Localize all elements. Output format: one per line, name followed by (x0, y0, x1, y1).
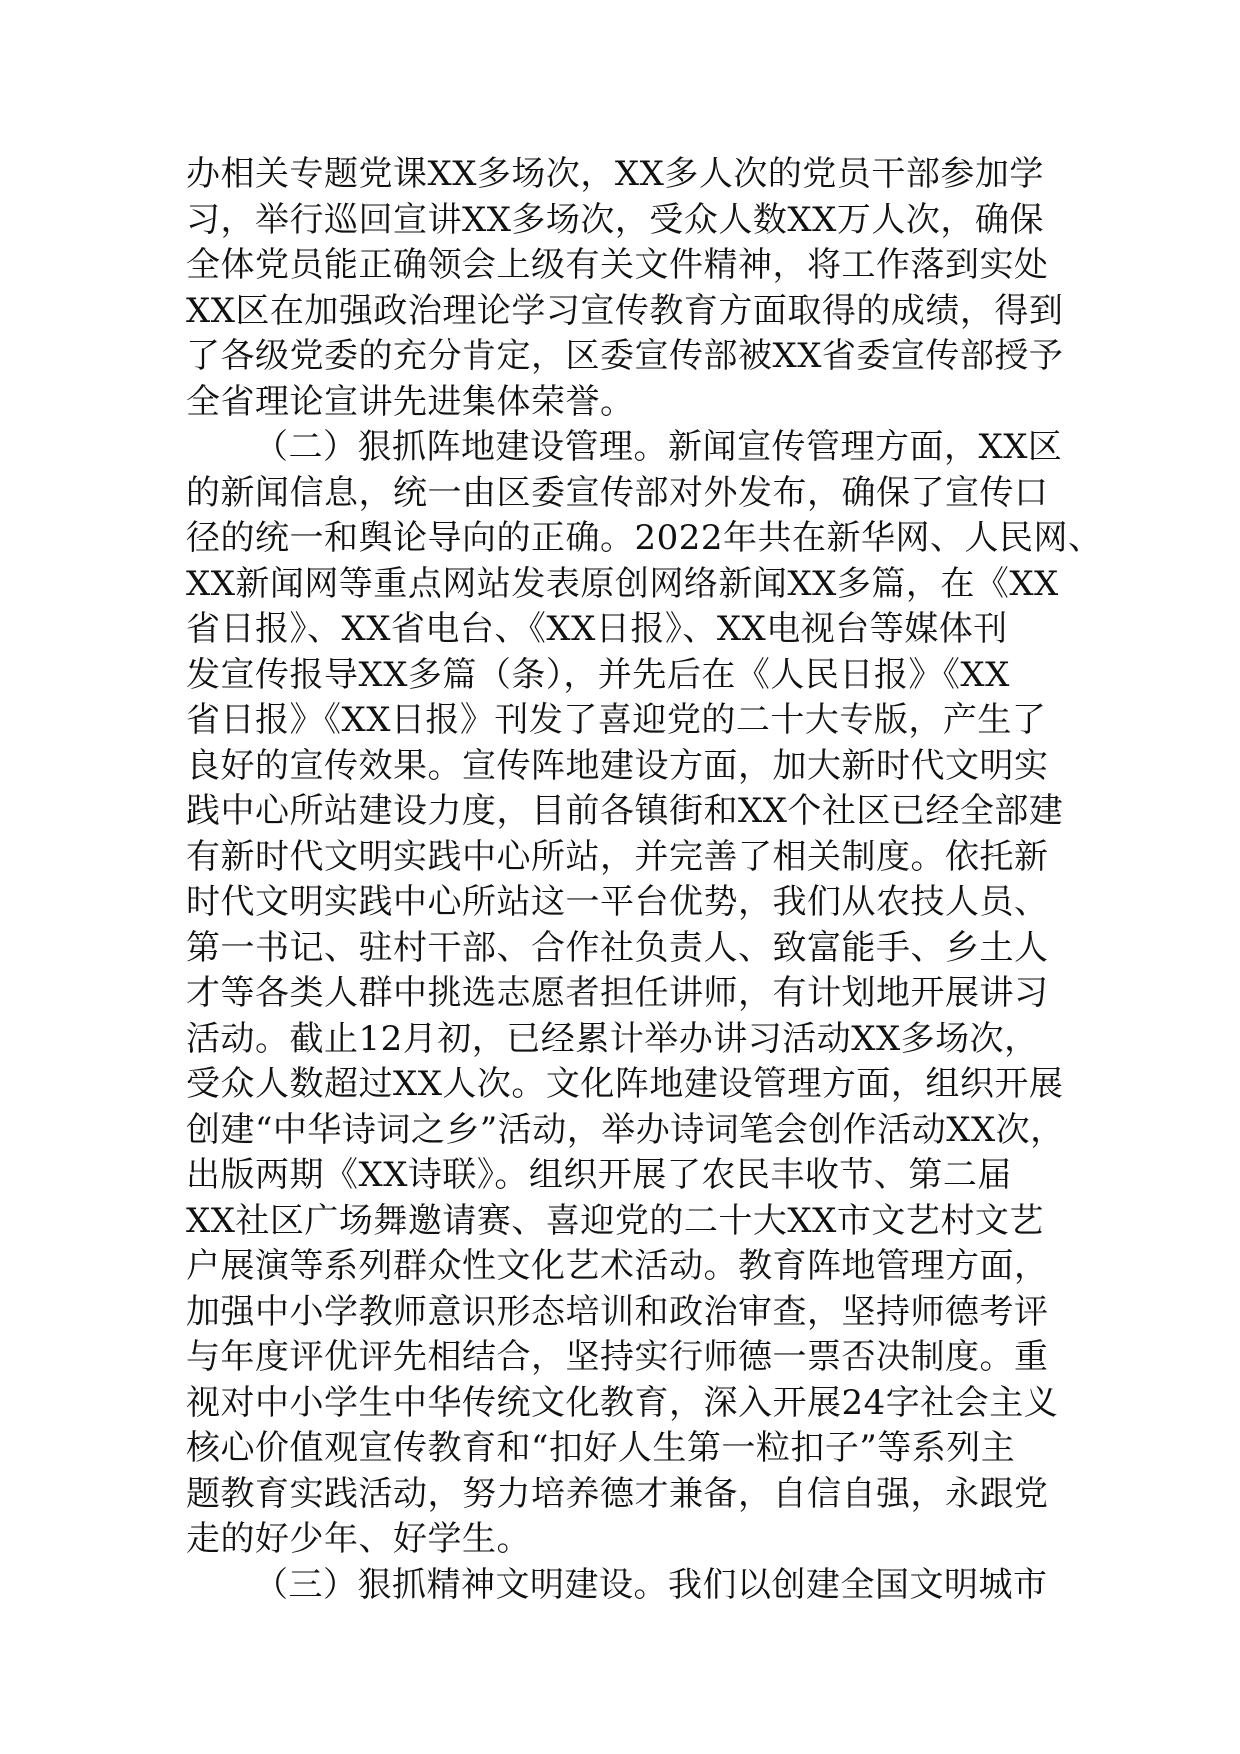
text-line: 的新闻信息，统一由区委宣传部对外发布，确保了宣传口 (186, 472, 1049, 513)
text-line: 习，举行巡回宣讲XX多场次，受众人数XX万人次，确保 (186, 199, 1044, 240)
text-line: 出版两期《XX诗联》。组织开展了农民丰收节、第二届 (186, 1155, 1012, 1195)
text-line: 与年度评优评先相结合，坚持实行师德一票否决制度。重 (186, 1337, 1049, 1377)
text-line: 全省理论宣讲先进集体荣誉。 (186, 381, 635, 422)
text-line: 省日报》、XX省电台、《XX日报》、XX电视台等媒体刊 (186, 609, 1008, 649)
text-line: 活动。截止12月初，已经累计举办讲习活动XX多场次， (186, 1018, 1039, 1059)
paragraph-start-line: （三）狠抓精神文明建设。我们以创建全国文明城市 (254, 1564, 1048, 1605)
text-line: 发宣传报导XX多篇（条），并先后在《人民日报》《XX (186, 654, 1010, 695)
text-line: 径的统一和舆论导向的正确。2022年共在新华网、人民网、 (186, 518, 1103, 558)
text-line: 时代文明实践中心所站这一平台优势，我们从农技人员、 (186, 882, 1049, 922)
text-line: 有新时代文明实践中心所站，并完善了相关制度。依托新 (186, 836, 1049, 877)
text-line: 第一书记、驻村干部、合作社负责人、致富能手、乡土人 (186, 927, 1049, 968)
text-line: 走的好少年、好学生。 (186, 1519, 531, 1559)
text-line: 户展演等系列群众性文化艺术活动。教育阵地管理方面， (186, 1246, 1049, 1286)
text-line: 创建“中华诗词之乡”活动，举办诗词笔会创作活动XX次， (186, 1109, 1065, 1150)
text-line: 践中心所站建设力度，目前各镇街和XX个社区已经全部建 (186, 791, 1064, 831)
paragraph-start-line: （二）狠抓阵地建设管理。新闻宣传管理方面，XX区 (254, 427, 1063, 467)
body-text (186, 152, 1103, 1608)
text-line: 才等各类人群中挑选志愿者担任讲师，有计划地开展讲习 (186, 973, 1049, 1013)
text-line: 了各级党委的充分肯定，区委宣传部被XX省委宣传部授予 (186, 336, 1064, 376)
text-line: 题教育实践活动，努力培养德才兼备，自信自强，永跟党 (186, 1473, 1049, 1514)
text-line: 核心价值观宣传教育和“扣好人生第一粒扣子”等系列主 (186, 1428, 1016, 1468)
text-line: 加强中小学教师意识形态培训和政治审查，坚持师德考评 (186, 1291, 1049, 1332)
text-line: 受众人数超过XX人次。文化阵地建设管理方面，组织开展 (186, 1064, 1064, 1104)
text-line: 省日报》《XX日报》刊发了喜迎党的二十大专版，产生了 (186, 700, 1047, 740)
text-line: XX区在加强政治理论学习宣传教育方面取得的成绩，得到 (186, 290, 1064, 331)
text-line: 良好的宣传效果。宣传阵地建设方面，加大新时代文明实 (186, 745, 1049, 786)
text-line: 视对中小学生中华传统文化教育，深入开展24字社会主义 (186, 1382, 1059, 1423)
text-line: 全体党员能正确领会上级有关文件精神，将工作落到实处 (186, 245, 1049, 285)
text-line: XX新闻网等重点网站发表原创网络新闻XX多篇，在《XX (186, 563, 1059, 604)
text-line: XX社区广场舞邀请赛、喜迎党的二十大XX市文艺村文艺 (186, 1200, 1044, 1241)
text-line: 办相关专题党课XX多场次，XX多人次的党员干部参加学 (186, 154, 1044, 194)
